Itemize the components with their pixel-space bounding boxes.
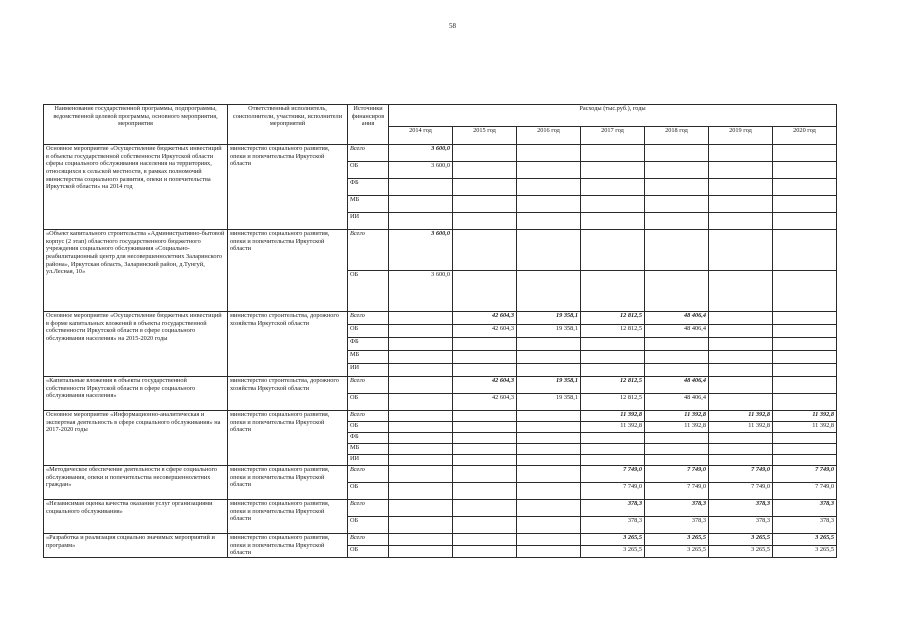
executor-name: министерство социального развития, опеки и попечительства Иркутской области <box>228 230 348 312</box>
header-executor: Ответственный исполнитель, соисполнители, участники, исполнители мероприятий <box>228 105 348 145</box>
expense-value: 11 392,8 <box>581 422 645 433</box>
expense-value <box>517 483 581 500</box>
expense-value: 7 749,0 <box>581 483 645 500</box>
measure-name: «Объект капитального строительства «Административно-бытовой корпус (2 этап) областного государственного бюджетного учреждения социального обслуживания «Социально-реабилитационный центр для несовершеннолетних Заларинского района», Иркутская область, Заларинский район, д.Тунгуй, ул.Лесная, 10» <box>44 230 228 312</box>
funding-source: ОБ <box>348 546 389 558</box>
header-year: 2015 год <box>453 127 517 145</box>
expense-value <box>645 433 709 444</box>
expense-value <box>581 271 645 312</box>
expense-value <box>581 230 645 271</box>
expense-value <box>773 145 837 162</box>
expense-value <box>389 364 453 377</box>
expense-value <box>773 351 837 364</box>
expense-value <box>709 338 773 351</box>
expense-value <box>645 179 709 196</box>
expense-value <box>773 433 837 444</box>
expense-value <box>581 213 645 230</box>
expense-value <box>389 546 453 558</box>
expense-value: 7 749,0 <box>645 466 709 483</box>
expense-value: 11 392,8 <box>645 422 709 433</box>
expense-value <box>581 444 645 455</box>
funding-source: ИИ <box>348 213 389 230</box>
measure-name: Основное мероприятие «Информационно-аналитическая и экспертная деятельность в сфере социального обслуживания» на 2017-2020 годы <box>44 411 228 466</box>
funding-source: ОБ <box>348 162 389 179</box>
expense-value <box>453 338 517 351</box>
expense-value <box>453 466 517 483</box>
expense-value <box>389 213 453 230</box>
expense-value <box>581 196 645 213</box>
expense-value <box>517 546 581 558</box>
measure-name: Основное мероприятие «Осуществление бюджетных инвестиций в форме капитальных вложений в объекты государственной собственности Иркутской области в сфере социального обслуживания населения» на 2015-2020 годы <box>44 312 228 377</box>
expense-value <box>517 196 581 213</box>
expense-value <box>389 179 453 196</box>
expense-value <box>517 213 581 230</box>
expense-value <box>453 179 517 196</box>
expense-value: 3 265,5 <box>773 534 837 546</box>
expense-value <box>389 377 453 394</box>
expense-value <box>709 271 773 312</box>
expense-value: 19 358,1 <box>517 325 581 338</box>
funding-source: Всего <box>348 466 389 483</box>
expense-value <box>453 230 517 271</box>
executor-name: министерство строительства, дорожного хозяйства Иркутской области <box>228 312 348 377</box>
expense-value: 378,3 <box>645 517 709 534</box>
expense-value: 3 265,5 <box>581 534 645 546</box>
expense-value: 48 406,4 <box>645 394 709 411</box>
expense-value <box>389 455 453 466</box>
expense-value <box>389 517 453 534</box>
expense-value <box>709 179 773 196</box>
expense-value: 19 358,1 <box>517 394 581 411</box>
expense-value: 11 392,8 <box>709 422 773 433</box>
expense-value: 7 749,0 <box>773 483 837 500</box>
expense-value: 48 406,4 <box>645 377 709 394</box>
expense-value: 3 265,5 <box>773 546 837 558</box>
measure-name: «Методическое обеспечение деятельности в сфере социального обслуживания, опеки и попечительства несовершеннолетних граждан» <box>44 466 228 500</box>
expense-value: 3 265,5 <box>645 546 709 558</box>
expense-value <box>773 179 837 196</box>
expense-value <box>581 364 645 377</box>
expense-value <box>773 377 837 394</box>
expense-value <box>709 325 773 338</box>
expense-value: 11 392,8 <box>645 411 709 422</box>
header-sources: Источники финансиров ания <box>348 105 389 145</box>
expense-value <box>645 230 709 271</box>
expense-value <box>773 444 837 455</box>
expense-value: 42 604,3 <box>453 325 517 338</box>
expense-value: 48 406,4 <box>645 312 709 325</box>
expense-value <box>453 271 517 312</box>
expense-value <box>517 433 581 444</box>
funding-source: ФБ <box>348 433 389 444</box>
expense-value <box>389 351 453 364</box>
expense-value <box>645 271 709 312</box>
expense-value: 48 406,4 <box>645 325 709 338</box>
expense-value <box>453 483 517 500</box>
expense-value <box>453 500 517 517</box>
expense-value <box>581 179 645 196</box>
expense-value <box>709 213 773 230</box>
executor-name: министерство социального развития, опеки и попечительства Иркутской области <box>228 500 348 534</box>
expense-value: 12 812,5 <box>581 377 645 394</box>
expense-value <box>709 312 773 325</box>
expense-value <box>453 444 517 455</box>
expense-value: 11 392,8 <box>773 422 837 433</box>
expense-value <box>517 444 581 455</box>
executor-name: министерство социального развития, опеки и попечительства Иркутской области <box>228 534 348 558</box>
expense-value <box>389 483 453 500</box>
expense-value <box>773 213 837 230</box>
measure-name: Основное мероприятие «Осуществление бюджетных инвестиций в объекты государственной собственности Иркутской области сферы социального обслуживания населения на территориях, относящихся к сельской местности, в рамках полномочий министерства социального развития, опеки и попечительства Иркутской области» на 2014 год <box>44 145 228 230</box>
funding-source: ИИ <box>348 364 389 377</box>
expense-value <box>581 351 645 364</box>
expense-value: 42 604,3 <box>453 394 517 411</box>
expense-value <box>517 338 581 351</box>
expense-value <box>645 145 709 162</box>
expense-value: 7 749,0 <box>645 483 709 500</box>
expense-value <box>453 433 517 444</box>
expense-value: 3 600,0 <box>389 162 453 179</box>
expense-value <box>709 394 773 411</box>
expense-value <box>645 338 709 351</box>
expense-value <box>645 196 709 213</box>
expense-value <box>453 145 517 162</box>
expense-value: 7 749,0 <box>709 483 773 500</box>
expense-value <box>581 455 645 466</box>
expense-value <box>773 394 837 411</box>
expense-value <box>389 338 453 351</box>
funding-source: ОБ <box>348 422 389 433</box>
expense-value <box>517 145 581 162</box>
expense-value <box>389 534 453 546</box>
expense-value <box>453 196 517 213</box>
funding-source: Всего <box>348 500 389 517</box>
expense-value <box>709 455 773 466</box>
table-row <box>44 466 837 483</box>
expense-value <box>517 500 581 517</box>
expense-value: 3 265,5 <box>581 546 645 558</box>
table-row <box>44 312 837 325</box>
expense-value <box>645 351 709 364</box>
expense-value <box>517 351 581 364</box>
expense-value <box>773 196 837 213</box>
expense-value <box>709 377 773 394</box>
header-year: 2014 год <box>389 127 453 145</box>
expense-value <box>389 325 453 338</box>
expense-value: 3 265,5 <box>709 546 773 558</box>
expense-value: 7 749,0 <box>773 466 837 483</box>
expense-value <box>389 394 453 411</box>
expense-value <box>773 364 837 377</box>
funding-source: ФБ <box>348 179 389 196</box>
executor-name: министерство социального развития, опеки и попечительства Иркутской области <box>228 466 348 500</box>
table-body <box>44 145 837 558</box>
expense-value <box>453 517 517 534</box>
expense-value <box>517 411 581 422</box>
expense-value <box>517 364 581 377</box>
table-row <box>44 377 837 394</box>
page-number: 58 <box>449 22 456 30</box>
executor-name: министерство строительства, дорожного хозяйства Иркутской области <box>228 377 348 411</box>
header-year: 2020 год <box>773 127 837 145</box>
funding-source: Всего <box>348 411 389 422</box>
expense-value <box>773 338 837 351</box>
expense-value <box>389 500 453 517</box>
expense-value <box>517 179 581 196</box>
table-row <box>44 534 837 546</box>
expense-value <box>581 145 645 162</box>
expense-value <box>645 455 709 466</box>
expense-value: 378,3 <box>709 500 773 517</box>
expense-value <box>517 271 581 312</box>
funding-source: ОБ <box>348 325 389 338</box>
expense-value <box>389 312 453 325</box>
expense-value: 12 812,5 <box>581 394 645 411</box>
expense-value <box>517 517 581 534</box>
expense-value: 378,3 <box>709 517 773 534</box>
header-year: 2018 год <box>645 127 709 145</box>
expense-value <box>773 162 837 179</box>
expense-value: 42 604,3 <box>453 377 517 394</box>
expense-value <box>389 411 453 422</box>
expense-value: 7 749,0 <box>709 466 773 483</box>
table-row <box>44 230 837 271</box>
expense-value <box>389 466 453 483</box>
expense-value: 378,3 <box>773 500 837 517</box>
funding-source: ОБ <box>348 271 389 312</box>
measure-name: «Разработка и реализация социально значимых мероприятий и программ» <box>44 534 228 558</box>
expense-value: 11 392,8 <box>709 411 773 422</box>
expense-value <box>709 351 773 364</box>
funding-source: ОБ <box>348 517 389 534</box>
expense-value <box>645 162 709 179</box>
funding-source: ИИ <box>348 455 389 466</box>
expense-value <box>773 325 837 338</box>
expense-value: 3 600,0 <box>389 230 453 271</box>
header-expenses: Расходы (тыс.руб.), годы <box>389 105 837 127</box>
expense-value <box>389 444 453 455</box>
funding-source: МБ <box>348 444 389 455</box>
expense-value <box>709 162 773 179</box>
expense-value <box>453 422 517 433</box>
expense-value <box>709 444 773 455</box>
expense-value <box>453 364 517 377</box>
expense-value: 7 749,0 <box>581 466 645 483</box>
expenses-table <box>43 104 837 558</box>
executor-name: министерство социального развития, опеки и попечительства Иркутской области <box>228 411 348 466</box>
expense-value: 12 812,5 <box>581 325 645 338</box>
expense-value <box>581 433 645 444</box>
funding-source: ОБ <box>348 483 389 500</box>
funding-source: Всего <box>348 534 389 546</box>
expense-value <box>389 422 453 433</box>
expense-value <box>709 230 773 271</box>
funding-source: ОБ <box>348 394 389 411</box>
expense-value <box>581 162 645 179</box>
expense-value <box>517 455 581 466</box>
expense-value <box>773 312 837 325</box>
expense-value <box>645 444 709 455</box>
expense-value <box>453 534 517 546</box>
executor-name: министерство социального развития, опеки и попечительства Иркутской области <box>228 145 348 230</box>
table-row <box>44 500 837 517</box>
expense-value: 378,3 <box>773 517 837 534</box>
expense-value <box>517 534 581 546</box>
expense-value <box>709 364 773 377</box>
expense-value: 11 392,8 <box>773 411 837 422</box>
expense-value <box>709 433 773 444</box>
expense-value <box>581 338 645 351</box>
funding-source: Всего <box>348 377 389 394</box>
expense-value: 3 600,0 <box>389 271 453 312</box>
measure-name: «Капитальные вложения в объекты государственной собственности Иркутской области в сфере социального обслуживания населения» <box>44 377 228 411</box>
funding-source: Всего <box>348 312 389 325</box>
expense-value <box>645 364 709 377</box>
expense-value <box>453 455 517 466</box>
expense-value <box>709 145 773 162</box>
expense-value: 378,3 <box>581 517 645 534</box>
expense-value <box>645 213 709 230</box>
expense-value: 378,3 <box>581 500 645 517</box>
expense-value <box>517 466 581 483</box>
table-row <box>44 411 837 422</box>
funding-source: ФБ <box>348 338 389 351</box>
expense-value: 3 600,0 <box>389 145 453 162</box>
funding-source: МБ <box>348 351 389 364</box>
expense-value: 19 358,1 <box>517 377 581 394</box>
expense-value <box>453 213 517 230</box>
expense-value: 3 265,5 <box>709 534 773 546</box>
expense-value <box>773 455 837 466</box>
expense-value: 42 604,3 <box>453 312 517 325</box>
expense-value: 19 358,1 <box>517 312 581 325</box>
header-year: 2019 год <box>709 127 773 145</box>
expense-value: 11 392,8 <box>581 411 645 422</box>
expense-value <box>453 351 517 364</box>
expense-value <box>773 230 837 271</box>
expense-value <box>773 271 837 312</box>
expense-value <box>389 196 453 213</box>
expense-value <box>517 162 581 179</box>
expense-value <box>709 196 773 213</box>
table-row <box>44 145 837 162</box>
funding-source: МБ <box>348 196 389 213</box>
header-name: Наименование государственной программы, подпрограммы, ведомственной целевой программы, основного мероприятия, мероприятия <box>44 105 228 145</box>
expense-value <box>453 411 517 422</box>
measure-name: «Независимая оценка качества оказания услуг организациями социального обслуживания» <box>44 500 228 534</box>
expense-value <box>453 546 517 558</box>
expense-value <box>517 422 581 433</box>
expense-value: 12 812,5 <box>581 312 645 325</box>
expense-value: 378,3 <box>645 500 709 517</box>
header-year: 2016 год <box>517 127 581 145</box>
expense-value <box>389 433 453 444</box>
header-year: 2017 год <box>581 127 645 145</box>
expense-value <box>453 162 517 179</box>
funding-source: Всего <box>348 230 389 271</box>
funding-source: Всего <box>348 145 389 162</box>
expense-value: 3 265,5 <box>645 534 709 546</box>
expense-value <box>517 230 581 271</box>
